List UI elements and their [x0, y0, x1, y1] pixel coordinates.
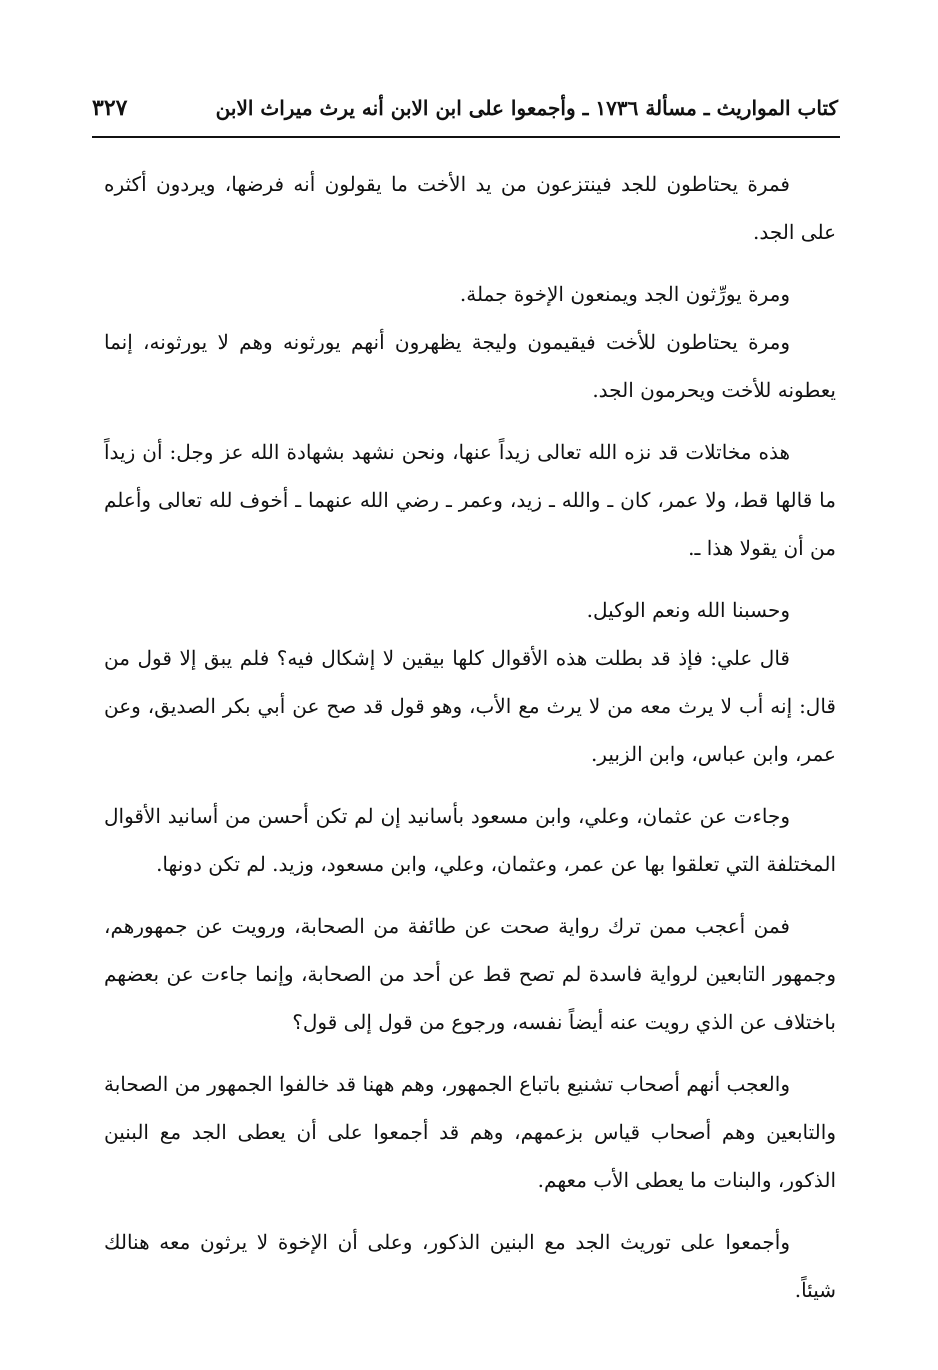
paragraph: ومرة يورِّثون الجد ويمنعون الإخوة جملة.	[459, 282, 790, 306]
paragraph: وجاءت عن عثمان، وعلي، وابن مسعود بأسانيد إن لم تكن أحسن من أسانيد الأقوال المختلفة التي تعلقوا بها عن عمر، وعثمان، وعلي، وابن مسعود، وزيد. لم تكن دونها.	[104, 804, 836, 876]
paragraph: قال علي: فإذ قد بطلت هذه الأقوال كلها بيقين لا إشكال فيه؟ فلم يبق إلا قول من قال: إنه أب لا يرث معه من لا يرث مع الأب، وهو قول قد صح عن أبي بكر الصديق، وعن عمر، وابن عباس، وابن الزبير.	[104, 646, 836, 766]
paragraph: وحسبنا الله ونعم الوكيل.	[586, 598, 790, 622]
paragraph: فمرة يحتاطون للجد فينتزعون من يد الأخت ما يقولون أنه فرضها، ويردون أكثره على الجد.	[104, 172, 836, 244]
page-body	[104, 160, 836, 1328]
paragraph: وأجمعوا على توريث الجد مع البنين الذكور، وعلى أن الإخوة لا يرثون معه هنالك شيئاً.	[104, 1230, 836, 1302]
paragraph: فمن أعجب ممن ترك رواية صحت عن طائفة من الصحابة، ورويت عن جمهورهم، وجمهور التابعين لرواية فاسدة لم تصح قط عن أحد من الصحابة، وإنما جاءت عن بعضهم باختلاف عن الذي رويت عنه أيضاً نفسه، ورجوع من قول إلى قول؟	[104, 914, 836, 1034]
header-rule	[92, 136, 840, 138]
paragraph: هذه مخاتلات قد نزه الله تعالى زيداً عنها، ونحن نشهد بشهادة الله عز وجل: أن زيداً ما قالها قط، ولا عمر، كان ـ والله ـ زيد، وعمر ـ رضي الله عنهما ـ أخوف لله تعالى وأعلم من أن يقولا هذا ـ.	[104, 440, 836, 560]
page-number: ٣٢٧	[92, 95, 128, 121]
paragraph: ومرة يحتاطون للأخت فيقيمون وليجة يظهرون أنهم يورثونه وهم لا يورثونه، إنما يعطونه للأخت ويحرمون الجد.	[104, 330, 836, 402]
paragraph: والعجب أنهم أصحاب تشنيع باتباع الجمهور، وهم ههنا قد خالفوا الجمهور من الصحابة والتابعين وهم أصحاب قياس بزعمهم، وهم قد أجمعوا على أن يعطى الجد مع البنين الذكور، والبنات ما يعطى الأب معهم.	[104, 1072, 836, 1192]
page-header	[92, 88, 838, 128]
running-title: كتاب المواريث ـ مسألة ١٧٣٦ ـ وأجمعوا على ابن الابن أنه يرث ميراث الابن	[215, 96, 838, 120]
